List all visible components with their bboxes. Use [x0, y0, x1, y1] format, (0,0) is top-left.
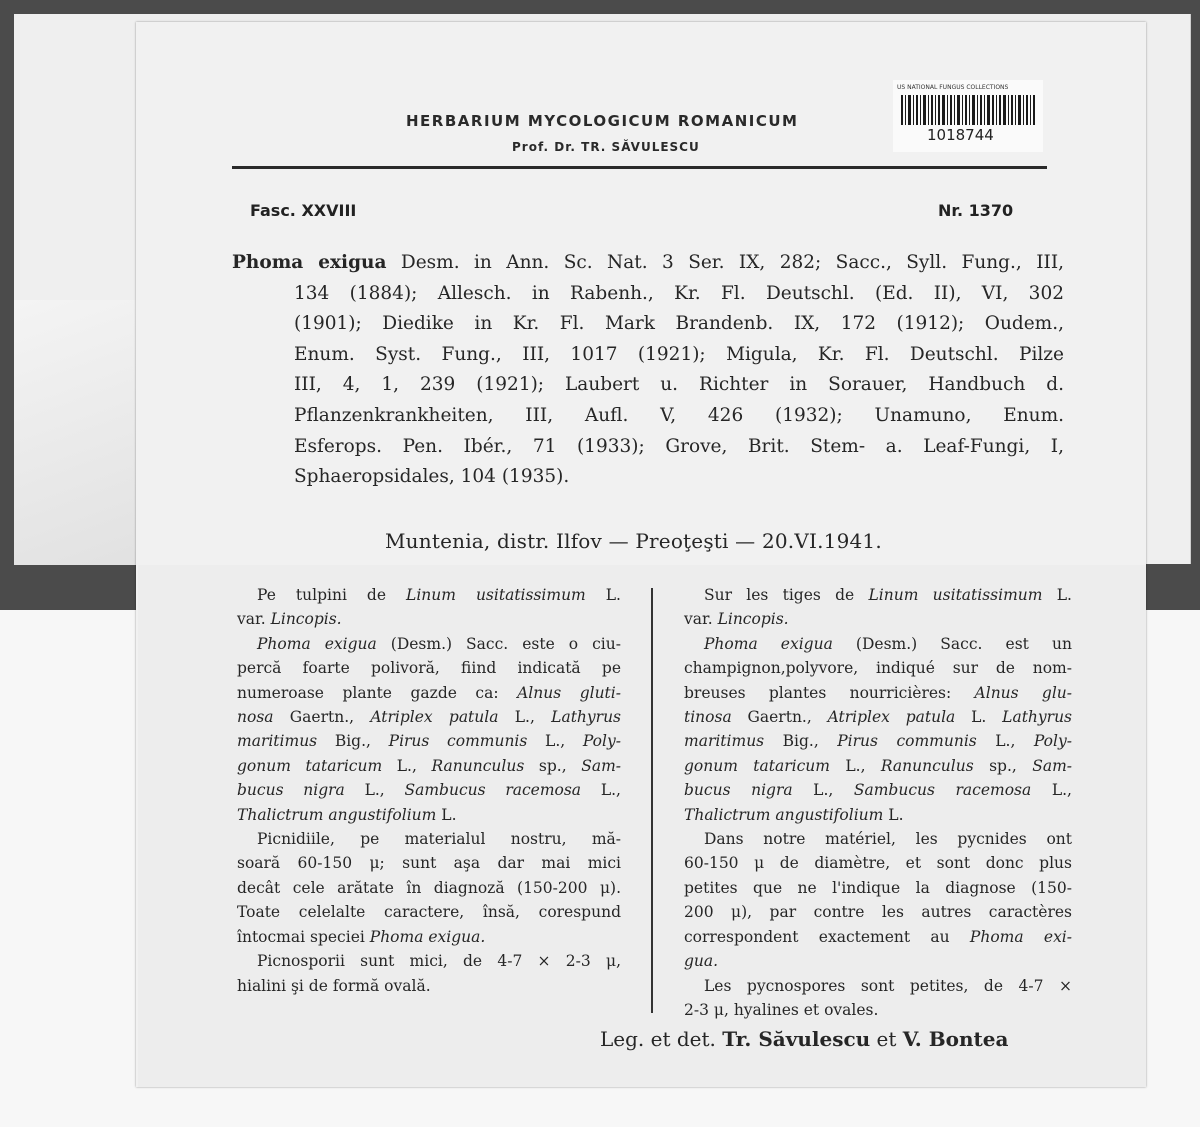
text-line: gonum tataricum L., Ranunculus sp., Sam- [237, 756, 622, 775]
envelope-flap [14, 300, 154, 565]
taxon-citation [232, 248, 1064, 493]
text-line: Toate celelalte caractere, însă, corespund [237, 903, 621, 922]
collector-name: V. Bontea [902, 1027, 1009, 1051]
text-line: petites que ne l'indique la diagnose (150- [684, 878, 1072, 897]
header-rule [232, 166, 1047, 169]
text-line: Picnosporii sunt mici, de 4-7 × 2-3 μ, [257, 952, 621, 971]
french-description [684, 583, 1072, 1022]
text-line: bucus nigra L., Sambucus racemosa L., [684, 781, 1072, 800]
herbarium-title: HERBARIUM MYCOLOGICUM ROMANICUM [406, 112, 799, 130]
text-line: bucus nigra L., Sambucus racemosa L., [237, 781, 621, 800]
text-line: 60-150 μ de diamètre, et sont donc plus [684, 854, 1072, 873]
text-line: percă foarte polivoră, fiind indicată pe [237, 659, 621, 678]
column-divider [651, 588, 653, 1013]
barcode-label [893, 80, 1043, 152]
text-line: soară 60-150 μ; sunt aşa dar mai mici [237, 854, 621, 873]
text-line: 2-3 μ, hyalines et ovales. [684, 1000, 879, 1019]
text-line: var. Lincopis. [684, 610, 789, 629]
text-line: correspondent exactement au Phoma exi- [684, 927, 1072, 946]
text-line: întocmai speciei Phoma exigua. [237, 927, 486, 946]
barcode-collection: US NATIONAL FUNGUS COLLECTIONS [897, 84, 1009, 91]
citation-line: III, 4, 1, 239 (1921); Laubert u. Richter in Sorauer, Handbuch d. [294, 374, 1064, 396]
specimen-number: Nr. 1370 [938, 201, 1014, 220]
text-line: Pe tulpini de Linum usitatissimum L. [257, 586, 621, 604]
text-line: Thalictrum angustifolium L. [684, 805, 904, 824]
text-line: tinosa Gaertn., Atriplex patula L. Lathyrus [684, 708, 1073, 727]
text-line: gonum tataricum L., Ranunculus sp., Sam- [684, 756, 1072, 775]
barcode-number: 1018744 [927, 126, 994, 144]
text-line: nosa Gaertn., Atriplex patula L., Lathyrus [237, 708, 622, 727]
citation-line: 134 (1884); Allesch. in Rabenh., Kr. Fl. Deutschl. (Ed. II), VI, 302 [294, 282, 1064, 304]
text-line: Sur les tiges de Linum usitatissimum L. [704, 586, 1072, 604]
text-line: Thalictrum angustifolium L. [237, 805, 457, 824]
herbarium-director: Prof. Dr. TR. SĂVULESCU [512, 140, 700, 154]
text-line: maritimus Big., Pirus communis L., Poly- [684, 732, 1072, 751]
text-line: 200 μ), par contre les autres caractères [684, 903, 1072, 922]
text-line: breuses plantes nourricières: Alnus glu- [684, 683, 1072, 702]
text-line: gua. [684, 952, 719, 971]
text-line: Phoma exigua (Desm.) Sacc. este o ciu- [257, 634, 621, 653]
citation-line: (1901); Diedike in Kr. Fl. Mark Brandenb. IX, 172 (1912); Oudem., [294, 313, 1064, 335]
collector-credit: Leg. et det. Tr. Săvulescu et V. Bontea [600, 1027, 1009, 1051]
taxon-name: Phoma exigua [232, 252, 387, 273]
fascicle-number: Fasc. XXVIII [250, 201, 357, 220]
citation-line: Pflanzenkrankheiten, III, Aufl. V, 426 (1932); Unamuno, Enum. [294, 404, 1064, 426]
text-line: Les pycnospores sont petites, de 4-7 × [704, 976, 1072, 995]
text-line: var. Lincopis. [237, 610, 342, 629]
barcode-icon [901, 95, 1035, 125]
text-line: maritimus Big., Pirus communis L., Poly- [237, 732, 621, 751]
text-line: champignon,polyvore, indiqué sur de nom- [684, 659, 1072, 678]
text-line: hialini şi de formă ovală. [237, 976, 431, 995]
text-line: numeroase plante gazde ca: Alnus gluti- [237, 683, 621, 702]
citation-line: Esferops. Pen. Ibér., 71 (1933); Grove, Brit. Stem- a. Leaf-Fungi, I, [294, 435, 1064, 457]
text-line: decât cele arătate în diagnoză (150-200 μ). [237, 878, 621, 897]
text-line: Dans notre matériel, les pycnides ont [704, 830, 1072, 849]
text-line: Phoma exigua (Desm.) Sacc. est un [704, 634, 1072, 653]
text-line: Picnidiile, pe materialul nostru, mă- [257, 830, 621, 849]
citation-line: Phoma exigua Desm. in Ann. Sc. Nat. 3 Ser. IX, 282; Sacc., Syll. Fung., III, [232, 252, 1065, 273]
romanian-description [237, 583, 621, 998]
citation-line: Enum. Syst. Fung., III, 1017 (1921); Migula, Kr. Fl. Deutschl. Pilze [294, 343, 1064, 365]
collector-name: Tr. Săvulescu [722, 1027, 871, 1051]
collection-locality: Muntenia, distr. Ilfov — Preoţeşti — 20.VI.1941. [385, 529, 882, 553]
citation-line: Sphaeropsidales, 104 (1935). [294, 466, 570, 488]
